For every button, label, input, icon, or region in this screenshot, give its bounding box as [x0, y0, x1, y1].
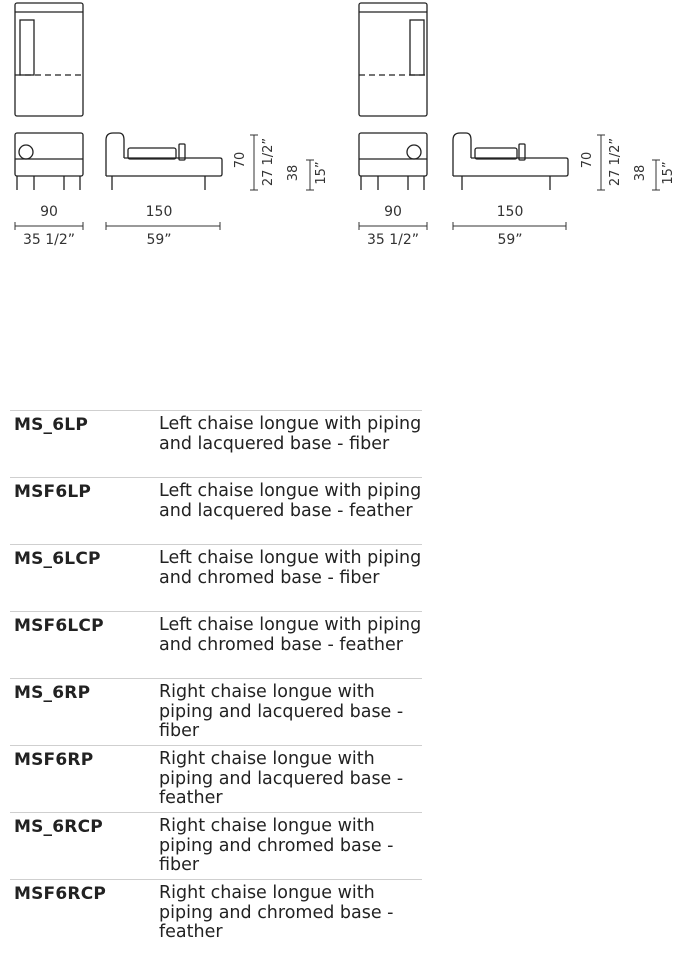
left-top-view	[15, 3, 83, 116]
left-height-cm: 70	[233, 151, 248, 169]
right-front-view	[359, 133, 427, 190]
left-width-in: 35 1/2”	[22, 232, 76, 248]
left-module-drawing	[15, 3, 329, 248]
product-description: Right chaise longue with piping and chromed base - fiber	[159, 813, 422, 880]
right-seat-cm: 38	[633, 164, 648, 182]
table-row	[10, 746, 422, 813]
left-depth-in: 59”	[146, 232, 172, 248]
right-side-view	[453, 133, 568, 190]
right-width-in: 35 1/2”	[366, 232, 420, 248]
table-row	[10, 478, 422, 545]
right-depth-in: 59”	[497, 232, 523, 248]
product-code: MS_6LCP	[10, 545, 159, 612]
product-description: Right chaise longue with piping and lacquered base - fiber	[159, 679, 422, 746]
product-description: Left chaise longue with piping and lacquered base - feather	[159, 478, 422, 545]
left-height-in: 27 1/2”	[261, 137, 276, 187]
table-row	[10, 880, 422, 947]
product-description: Right chaise longue with piping and lacquered base - feather	[159, 746, 422, 813]
left-front-view	[15, 133, 83, 190]
product-code: MS_6RCP	[10, 813, 159, 880]
table-row	[10, 813, 422, 880]
product-description: Left chaise longue with piping and chromed base - fiber	[159, 545, 422, 612]
table-row	[10, 612, 422, 679]
table-row	[10, 411, 422, 478]
product-code: MS_6LP	[10, 411, 159, 478]
right-top-view	[359, 3, 427, 116]
right-module-drawing	[359, 3, 676, 248]
left-seat-cm: 38	[286, 164, 301, 182]
right-width-cm: 90	[384, 204, 402, 220]
product-code: MS_6RP	[10, 679, 159, 746]
right-depth-cm: 150	[496, 204, 524, 220]
product-code-table	[10, 410, 422, 947]
product-description: Left chaise longue with piping and chromed base - feather	[159, 612, 422, 679]
left-width-cm: 90	[40, 204, 58, 220]
product-description: Left chaise longue with piping and lacquered base - fiber	[159, 411, 422, 478]
product-code: MSF6RP	[10, 746, 159, 813]
product-description: Right chaise longue with piping and chromed base - feather	[159, 880, 422, 947]
product-code: MSF6RCP	[10, 880, 159, 947]
right-height-in: 27 1/2”	[608, 137, 623, 187]
table-row	[10, 545, 422, 612]
technical-drawings	[0, 0, 691, 260]
left-side-view	[106, 133, 222, 190]
product-code: MSF6LCP	[10, 612, 159, 679]
right-height-cm: 70	[580, 151, 595, 169]
left-depth-cm: 150	[145, 204, 173, 220]
product-code: MSF6LP	[10, 478, 159, 545]
table-row	[10, 679, 422, 746]
left-seat-in: 15”	[314, 161, 329, 185]
right-seat-in: 15”	[661, 161, 676, 185]
